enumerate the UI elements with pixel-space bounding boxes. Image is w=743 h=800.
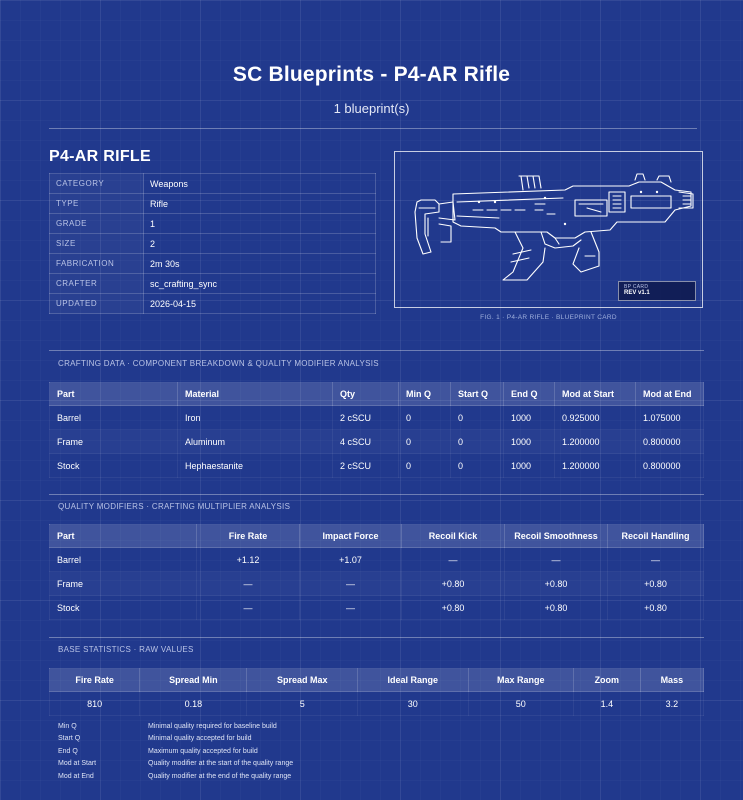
cell-recoil-kick: +0.80: [402, 596, 505, 620]
legend-key: Mod at End: [58, 772, 94, 780]
cell-mod-end: 0.800000: [636, 430, 704, 454]
column-header: Start Q: [451, 383, 504, 406]
cell-part: Stock: [50, 454, 178, 478]
cell-min-q: 0: [399, 430, 451, 454]
column-header: Spread Min: [140, 669, 247, 692]
section-heading-stats: BASE STATISTICS · RAW VALUES: [58, 645, 194, 654]
info-row: [50, 174, 376, 194]
legend: [58, 723, 293, 785]
info-value: 2: [144, 234, 376, 254]
crafting-table: [49, 382, 704, 478]
cell-mod-end: 1.075000: [636, 406, 704, 430]
cell-min-q: 0: [399, 406, 451, 430]
table-row: [50, 548, 704, 572]
legend-item: [58, 735, 293, 747]
cell-mod-end: 0.800000: [636, 454, 704, 478]
column-header: Impact Force: [300, 525, 402, 548]
revision-badge: [618, 281, 696, 301]
cell-end-q: 1000: [504, 406, 555, 430]
cell-recoil-smoothness: +0.80: [505, 572, 608, 596]
cell-material: Iron: [178, 406, 333, 430]
column-header: Fire Rate: [197, 525, 300, 548]
table-header-row: [50, 669, 704, 692]
stat-value: 1.4: [574, 692, 641, 716]
column-header: Recoil Kick: [402, 525, 505, 548]
section-divider: [49, 494, 704, 495]
info-value: 1: [144, 214, 376, 234]
stat-value: 810: [50, 692, 140, 716]
blueprint-card: [394, 151, 703, 308]
cell-end-q: 1000: [504, 430, 555, 454]
table-row: [50, 406, 704, 430]
table-row: [50, 596, 704, 620]
cell-material: Hephaestanite: [178, 454, 333, 478]
table-row: [50, 692, 704, 716]
info-key: UPDATED: [50, 294, 144, 314]
column-header: Zoom: [574, 669, 641, 692]
stat-value: 0.18: [140, 692, 247, 716]
cell-impact-force: —: [300, 596, 402, 620]
info-value: 2m 30s: [144, 254, 376, 274]
legend-desc: Maximum quality accepted for build: [148, 747, 258, 755]
section-heading-modifiers: QUALITY MODIFIERS · CRAFTING MULTIPLIER ANALYSIS: [58, 502, 291, 511]
column-header: Recoil Handling: [608, 525, 704, 548]
cell-fire-rate: —: [197, 572, 300, 596]
cell-qty: 2 cSCU: [333, 406, 399, 430]
table-header-row: [50, 525, 704, 548]
cell-recoil-handling: —: [608, 548, 704, 572]
info-key: TYPE: [50, 194, 144, 214]
table-header-row: [50, 383, 704, 406]
stat-value: 5: [247, 692, 358, 716]
cell-material: Aluminum: [178, 430, 333, 454]
legend-desc: Quality modifier at the end of the quality range: [148, 772, 292, 780]
header-divider: [49, 128, 697, 129]
legend-item: [58, 760, 293, 772]
legend-key: End Q: [58, 747, 78, 755]
column-header: Min Q: [399, 383, 451, 406]
legend-desc: Quality modifier at the start of the quality range: [148, 760, 294, 768]
badge-label: BP CARD: [624, 284, 649, 290]
cell-fire-rate: +1.12: [197, 548, 300, 572]
cell-qty: 4 cSCU: [333, 430, 399, 454]
stats-table: [49, 668, 704, 716]
cell-fire-rate: —: [197, 596, 300, 620]
column-header: Mod at Start: [555, 383, 636, 406]
table-row: [50, 572, 704, 596]
cell-recoil-smoothness: +0.80: [505, 596, 608, 620]
column-header: Fire Rate: [50, 669, 140, 692]
legend-key: Start Q: [58, 735, 81, 743]
cell-mod-start: 0.925000: [555, 406, 636, 430]
info-key: FABRICATION: [50, 254, 144, 274]
cell-recoil-kick: +0.80: [402, 572, 505, 596]
info-value: 2026-04-15: [144, 294, 376, 314]
cell-mod-start: 1.200000: [555, 454, 636, 478]
legend-item: [58, 748, 293, 760]
column-header: End Q: [504, 383, 555, 406]
column-header: Spread Max: [247, 669, 358, 692]
info-value: sc_crafting_sync: [144, 274, 376, 294]
info-row: [50, 214, 376, 234]
cell-part: Barrel: [50, 548, 197, 572]
column-header: Part: [50, 525, 197, 548]
info-key: SIZE: [50, 234, 144, 254]
page-title: SC Blueprints - P4-AR Rifle: [232, 63, 511, 86]
cell-part: Frame: [50, 430, 178, 454]
cell-start-q: 0: [451, 406, 504, 430]
column-header: Qty: [333, 383, 399, 406]
section-heading-crafting: CRAFTING DATA · COMPONENT BREAKDOWN & QUALITY MODIFIER ANALYSIS: [58, 359, 379, 368]
blueprint-name: P4-AR RIFLE: [49, 148, 151, 165]
column-header: Max Range: [468, 669, 573, 692]
column-header: Mod at End: [636, 383, 704, 406]
cell-mod-start: 1.200000: [555, 430, 636, 454]
cell-recoil-handling: +0.80: [608, 596, 704, 620]
cell-recoil-handling: +0.80: [608, 572, 704, 596]
legend-key: Min Q: [58, 723, 77, 730]
column-header: Part: [50, 383, 178, 406]
table-row: [50, 430, 704, 454]
info-value: Rifle: [144, 194, 376, 214]
info-key: GRADE: [50, 214, 144, 234]
column-header: Recoil Smoothness: [505, 525, 608, 548]
cell-part: Stock: [50, 596, 197, 620]
section-divider: [49, 637, 704, 638]
cell-impact-force: +1.07: [300, 548, 402, 572]
table-row: [50, 454, 704, 478]
stat-value: 30: [358, 692, 469, 716]
column-header: Mass: [640, 669, 703, 692]
info-key: CATEGORY: [50, 174, 144, 194]
cell-end-q: 1000: [504, 454, 555, 478]
info-value: Weapons: [144, 174, 376, 194]
info-row: [50, 234, 376, 254]
figure-caption: FIG. 1 · P4-AR RIFLE · BLUEPRINT CARD: [480, 314, 617, 321]
legend-key: Mod at Start: [58, 760, 97, 768]
cell-part: Barrel: [50, 406, 178, 430]
column-header: Material: [178, 383, 333, 406]
badge-revision: REV v1.1: [624, 290, 650, 296]
info-row: [50, 294, 376, 314]
info-row: [50, 274, 376, 294]
cell-impact-force: —: [300, 572, 402, 596]
stat-value: 3.2: [640, 692, 703, 716]
legend-item: [58, 723, 293, 735]
info-key: CRAFTER: [50, 274, 144, 294]
cell-part: Frame: [50, 572, 197, 596]
cell-start-q: 0: [451, 430, 504, 454]
legend-desc: Minimal quality required for baseline build: [148, 723, 277, 730]
cell-recoil-kick: —: [402, 548, 505, 572]
page-subtitle: 1 blueprint(s): [333, 101, 410, 116]
modifiers-table: [49, 524, 704, 620]
blueprint-info-table: [49, 173, 376, 314]
cell-qty: 2 cSCU: [333, 454, 399, 478]
info-row: [50, 194, 376, 214]
info-row: [50, 254, 376, 274]
cell-recoil-smoothness: —: [505, 548, 608, 572]
legend-item: [58, 773, 293, 785]
legend-desc: Minimal quality accepted for build: [148, 735, 252, 743]
stat-value: 50: [468, 692, 573, 716]
section-divider: [49, 350, 704, 351]
cell-start-q: 0: [451, 454, 504, 478]
column-header: Ideal Range: [358, 669, 469, 692]
cell-min-q: 0: [399, 454, 451, 478]
